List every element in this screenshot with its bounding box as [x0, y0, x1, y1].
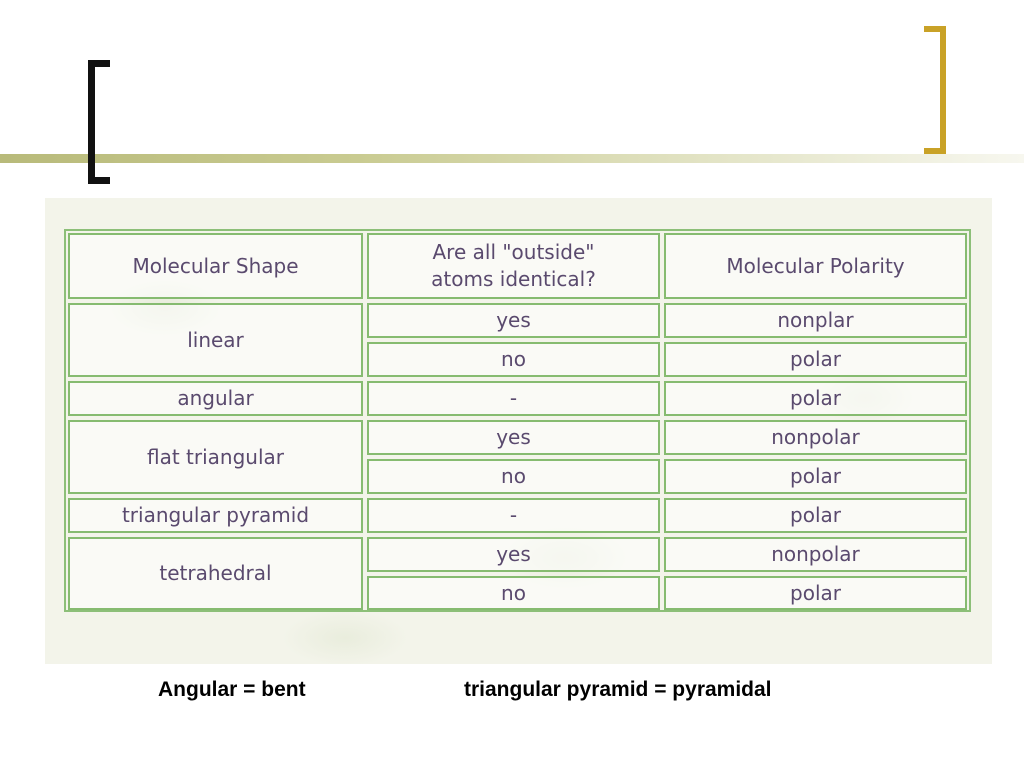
- shape-label: linear: [187, 327, 244, 352]
- identical-value: -: [509, 386, 518, 410]
- polarity-value: polar: [790, 464, 841, 488]
- polarity-cell: [664, 576, 967, 610]
- polarity-cell: [664, 381, 967, 416]
- header-outside-atoms-identical: [367, 233, 660, 299]
- identical-value: yes: [496, 308, 531, 332]
- header-polarity-text: Molecular Polarity: [726, 253, 905, 278]
- identical-value: -: [509, 503, 518, 527]
- shape-cell-angular: [68, 381, 363, 416]
- polarity-value: polar: [790, 386, 841, 410]
- identical-cell: [367, 576, 660, 610]
- identical-cell: [367, 537, 660, 572]
- polarity-value: polar: [790, 580, 841, 605]
- polarity-cell: [664, 537, 967, 572]
- polarity-cell: [664, 459, 967, 494]
- left-bracket-decoration: [88, 60, 110, 184]
- identical-value: no: [501, 580, 526, 605]
- polarity-cell: [664, 420, 967, 455]
- caption-angular-bent: Angular = bent: [158, 678, 306, 701]
- polarity-value: nonplar: [777, 308, 854, 332]
- shape-cell-tetrahedral: [68, 537, 363, 610]
- header-shape-text: Molecular Shape: [132, 253, 299, 278]
- polarity-table: [64, 229, 971, 612]
- identical-value: yes: [496, 425, 531, 449]
- caption-triangular-pyramid: triangular pyramid = pyramidal: [464, 678, 772, 701]
- polarity-value: polar: [790, 347, 841, 371]
- identical-cell: [367, 459, 660, 494]
- identical-cell: [367, 498, 660, 533]
- polarity-cell: [664, 303, 967, 338]
- identical-cell: [367, 342, 660, 377]
- shape-label: triangular pyramid: [121, 503, 310, 527]
- shape-label: tetrahedral: [159, 561, 272, 585]
- header-identical-line2: atoms identical?: [431, 267, 596, 291]
- identical-cell: [367, 381, 660, 416]
- shape-label: flat triangular: [146, 444, 284, 469]
- polarity-cell: [664, 342, 967, 377]
- identical-cell: [367, 303, 660, 338]
- polarity-value: nonpolar: [771, 425, 860, 449]
- shape-label: angular: [177, 386, 254, 410]
- identical-value: no: [501, 464, 526, 488]
- header-molecular-shape: [68, 233, 363, 299]
- right-bracket-decoration: [924, 26, 946, 154]
- shape-cell-flat-triangular: [68, 420, 363, 494]
- polarity-value: polar: [790, 503, 841, 527]
- shape-cell-linear: [68, 303, 363, 377]
- identical-value: no: [501, 347, 526, 371]
- table-image-panel: [45, 198, 992, 664]
- header-identical-line1: Are all "outside": [432, 240, 595, 264]
- header-molecular-polarity: [664, 233, 967, 299]
- shape-cell-triangular-pyramid: [68, 498, 363, 533]
- identical-value: yes: [496, 542, 531, 566]
- polarity-cell: [664, 498, 967, 533]
- header-accent-bar: [0, 154, 1024, 163]
- identical-cell: [367, 420, 660, 455]
- polarity-value: nonpolar: [771, 542, 860, 566]
